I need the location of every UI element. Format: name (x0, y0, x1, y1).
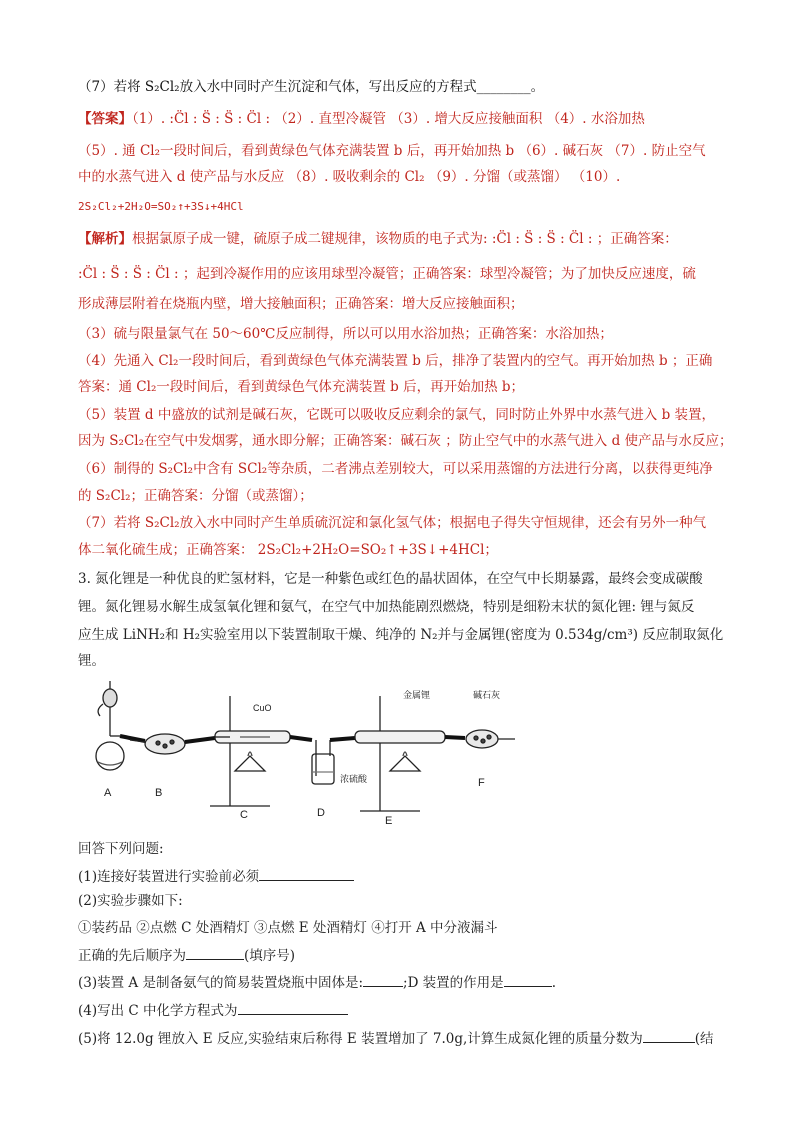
apparatus-diagram (90, 676, 520, 826)
label-f: F (478, 777, 485, 789)
analysis-line-7: （5）装置 d 中盛放的试剂是碱石灰，它既可以吸收反应剩余的氯气，同时防止外界中水蒸气进入 b 装置， (78, 407, 716, 423)
apparatus-d (312, 740, 334, 784)
question-7-line: （7）若将 S₂Cl₂放入水中同时产生沉淀和气体，写出反应的方程式________。 (78, 79, 545, 95)
question-3-line-4: 锂。 (78, 653, 105, 669)
apparatus-c (210, 696, 290, 806)
answer-line-1 (78, 110, 738, 128)
question-5-tail: (结 (694, 1031, 714, 1047)
question-3c-text: . (551, 975, 556, 991)
answer-blank-3b[interactable] (504, 972, 552, 987)
question-5 (78, 1028, 738, 1048)
label-lithium: 金属锂 (403, 690, 431, 700)
order-text: 正确的先后顺序为 (78, 948, 186, 964)
label-a: A (104, 787, 112, 799)
answer-line-3: 中的水蒸气进入 d 使产品与水反应 （8）. 吸收剩余的 Cl₂ （9）. 分馏（或蒸馏） （10）. (78, 169, 621, 185)
order-tail: (填序号) (244, 948, 296, 964)
question-3-line-2: 锂。氮化锂易水解生成氢氧化锂和氨气，在空气中加热能剧烈燃烧，特别是细粉末状的氮化锂: 锂与氮反 (78, 599, 695, 615)
apparatus-b (130, 734, 185, 754)
analysis-text-1: 根据氯原子成一键，硫原子成二键规律，该物质的电子式为: :C̈l : S̈ : S̈ : C̈l : ；正确答案： (132, 231, 678, 247)
label-cuo: CuO (253, 703, 272, 713)
question-4 (78, 1000, 738, 1020)
label-c: C (240, 809, 248, 821)
analysis-line-12: 体二氧化硫生成；正确答案： 2S₂Cl₂+2H₂O=SO₂↑+3S↓+4HCl； (78, 542, 498, 558)
analysis-line-5: （4）先通入 Cl₂一段时间后，看到黄绿色气体充满装置 b 后，排净了装置内的空气。再开始加热 b ；正确 (78, 353, 713, 369)
answer-blank-5[interactable] (643, 1028, 695, 1043)
analysis-line-3: 形成薄层附着在烧瓶内壁，增大接触面积；正确答案：增大反应接触面积； (78, 296, 524, 312)
label-e: E (385, 815, 393, 826)
question-1 (78, 866, 738, 886)
question-3b-text: ;D 装置的作用是 (403, 975, 504, 991)
analysis-line-1 (78, 230, 738, 248)
question-3-line-1: 3. 氮化锂是一种优良的贮氢材料，它是一种紫色或红色的晶状固体，在空气中长期暴露，最终会变成碳酸 (78, 571, 703, 587)
analysis-line-10: 的 S₂Cl₂；正确答案：分馏（或蒸馏）； (78, 488, 313, 504)
order-line (78, 945, 738, 965)
question-4-text: (4)写出 C 中化学方程式为 (78, 1003, 238, 1019)
answer-text-1: （1）. :C̈l : S̈ : S̈ : C̈l : （2）. 直型冷凝管 （3）. 增大反应接触面积 （4）. 水浴加热 (132, 111, 645, 127)
analysis-line-9: （6）制得的 S₂Cl₂中含有 SCl₂等杂质，二者沸点差别较大，可以采用蒸馏的方法进行分离，以获得更纯净 (78, 461, 713, 477)
analysis-line-4: （3）硫与限量氯气在 50～60℃反应制得，所以可以用水浴加热；正确答案：水浴加热； (78, 326, 613, 342)
answer-blank-1[interactable] (259, 866, 354, 881)
label-d: D (317, 807, 325, 819)
answer-line-2: （5）. 通 Cl₂一段时间后，看到黄绿色气体充满装置 b 后，再开始加热 b （6）. 碱石灰 （7）. 防止空气 (78, 143, 706, 159)
questions-intro: 回答下列问题: (78, 841, 164, 857)
question-3a-text: (3)装置 A 是制备氨气的简易装置烧瓶中固体是: (78, 975, 364, 991)
question-5-text: (5)将 12.0g 锂放入 E 反应,实验结束后称得 E 装置增加了 7.0g,计算生成氮化锂的质量分数为 (78, 1031, 643, 1047)
answer-blank-2[interactable] (186, 945, 244, 960)
question-2: (2)实验步骤如下: (78, 893, 183, 909)
label-soda-lime: 碱石灰 (473, 690, 501, 700)
analysis-line-11: （7）若将 S₂Cl₂放入水中同时产生单质硫沉淀和氯化氢气体；根据电子得失守恒规律，还会有另外一种气 (78, 515, 707, 531)
answer-blank-4[interactable] (238, 1000, 348, 1015)
label-sulfuric-acid: 浓硫酸 (340, 774, 368, 784)
answer-equation: 2S₂Cl₂+2H₂O=SO₂↑+3S↓+4HCl (78, 200, 244, 213)
apparatus-e (355, 696, 445, 811)
answer-blank-3a[interactable] (363, 972, 403, 987)
label-b: B (155, 787, 163, 799)
analysis-line-2: :C̈l : S̈ : S̈ : C̈l : ；起到冷凝作用的应该用球型冷凝管；正确答案：球型冷凝管；为了加快反应速度，硫 (78, 266, 696, 282)
analysis-line-8: 因为 S₂Cl₂在空气中发烟雾，通水即分解；正确答案：碱石灰 ；防止空气中的水蒸气进入 d 使产品与水反应； (78, 433, 733, 449)
analysis-line-6: 答案：通 Cl₂一段时间后，看到黄绿色气体充满装置 b 后，再开始加热 b； (78, 379, 525, 395)
steps-line: ①装药品 ②点燃 C 处酒精灯 ③点燃 E 处酒精灯 ④打开 A 中分液漏斗 (78, 920, 498, 936)
apparatus-a (96, 681, 124, 770)
question-3 (78, 972, 738, 992)
question-3-line-3: 应生成 LiNH₂和 H₂实验室用以下装置制取干燥、纯净的 N₂并与金属锂(密度为 0.534g/cm³) 反应制取氮化 (78, 627, 724, 643)
question-1-text: (1)连接好装置进行实验前必须 (78, 869, 260, 885)
analysis-label: 【解析】 (78, 231, 132, 247)
answer-label: 【答案】 (78, 111, 132, 127)
apparatus-f (466, 730, 515, 748)
